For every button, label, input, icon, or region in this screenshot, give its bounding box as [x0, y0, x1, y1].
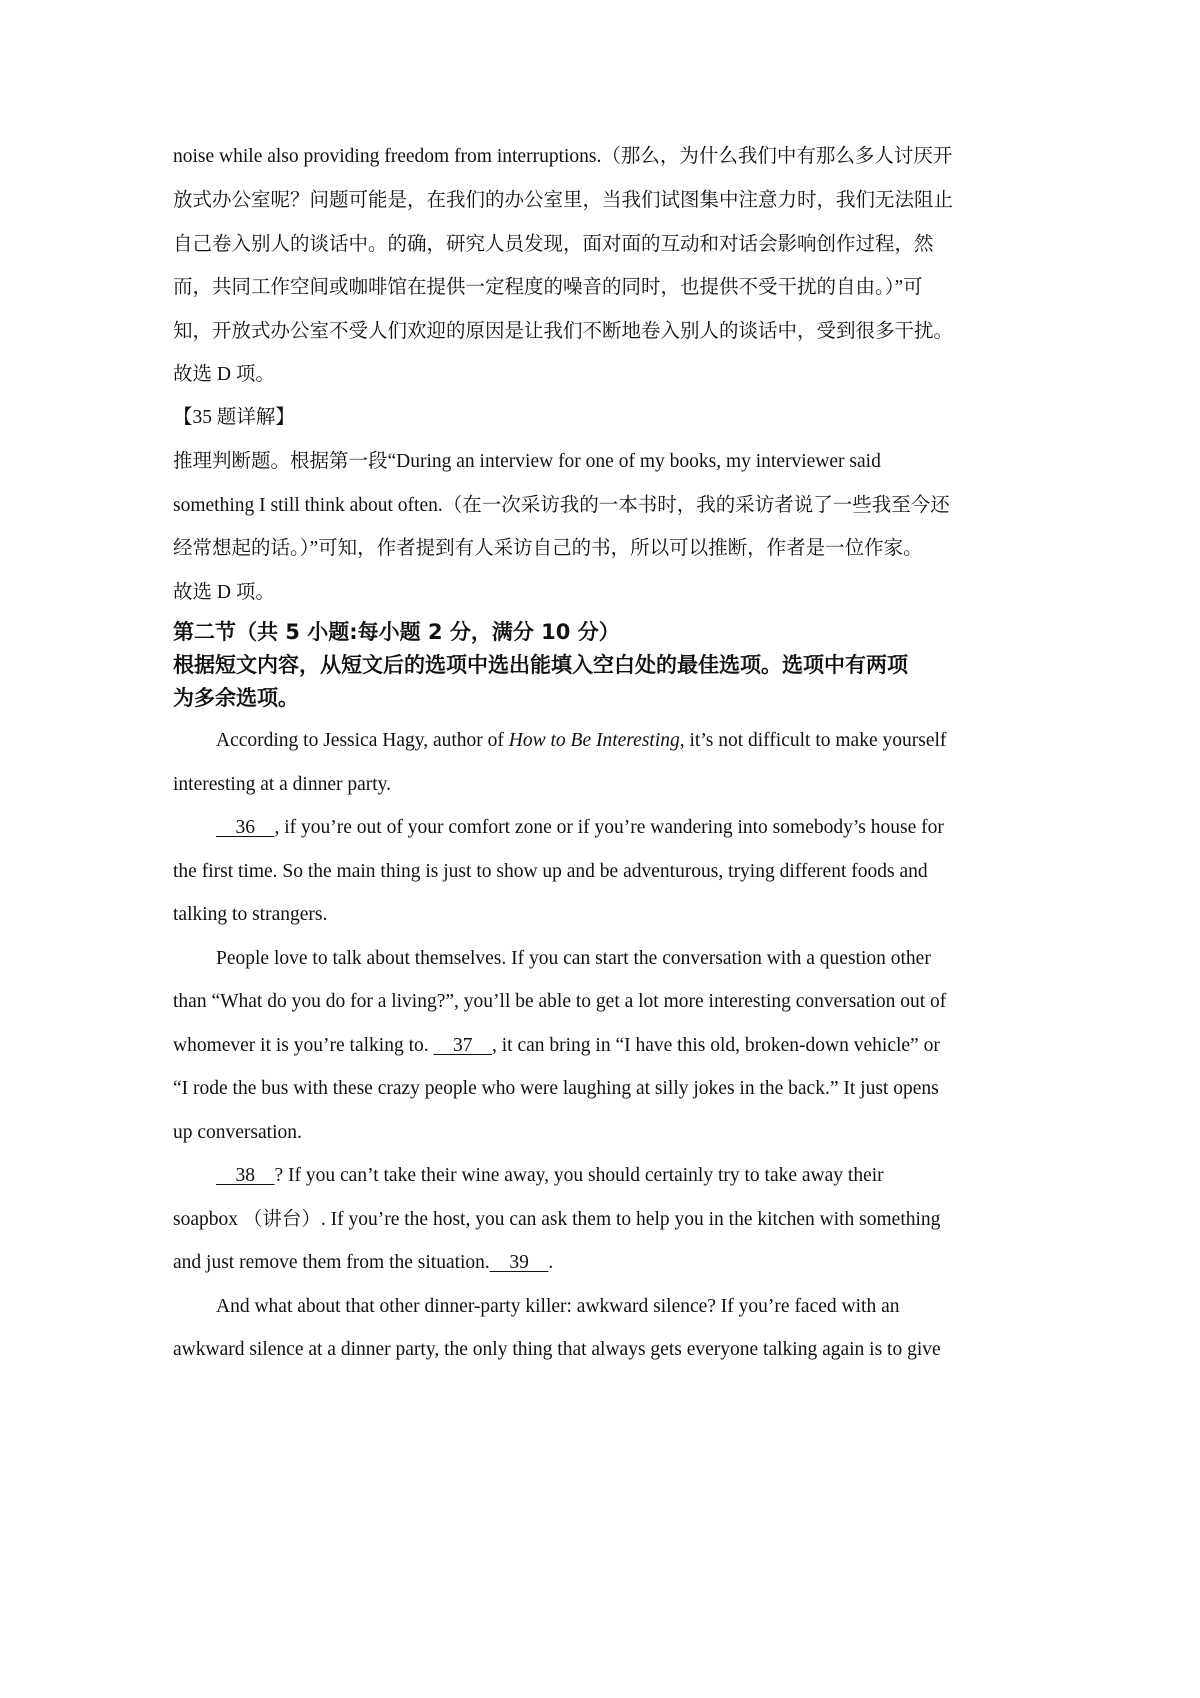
analysis-line: noise while also providing freedom from interruptions.（那么，为什么我们中有那么多人讨厌开	[173, 146, 953, 167]
passage-line: “I rode the bus with these crazy people who were laughing at silly jokes in the back.” It just opens	[173, 1078, 939, 1099]
book-title: How to Be Interesting	[508, 730, 680, 751]
analysis-line: 自己卷入别人的谈话中。的确，研究人员发现，面对面的互动和对话会影响创作过程，然	[173, 234, 934, 255]
section-instructions: 为多余选项。	[173, 686, 299, 710]
passage-text: whomever it is you’re talking to.	[173, 1035, 434, 1056]
blank-36: 36	[216, 817, 275, 838]
analysis-answer: 故选 D 项。	[173, 364, 275, 385]
blank-39: 39	[489, 1252, 549, 1273]
section-title: 第二节（共 5 小题:每小题 2 分，满分 10 分）	[173, 620, 620, 644]
passage-line: soapbox （讲台）. If you’re the host, you can ask them to help you in the kitchen with something	[173, 1209, 941, 1230]
q35-line: 推理判断题。根据第一段“During an interview for one of my books, my interviewer said	[173, 451, 881, 472]
analysis-line: 知，开放式办公室不受人们欢迎的原因是让我们不断地卷入别人的谈话中，受到很多干扰。	[173, 321, 954, 342]
passage-text: , it’s not difficult to make yourself	[679, 730, 947, 751]
passage-line	[173, 1033, 940, 1059]
passage-line: the first time. So the main thing is just to show up and be adventurous, trying different foods and	[173, 861, 928, 882]
passage-text: , if you’re out of your comfort zone or if you’re wandering into somebody’s house for	[274, 817, 944, 838]
passage-line: up conversation.	[173, 1122, 302, 1143]
passage-text: , it can bring in “I have this old, broken-down vehicle” or	[492, 1035, 940, 1056]
analysis-line: 而，共同工作空间或咖啡馆在提供一定程度的噪音的同时，也提供不受干扰的自由。）”可	[173, 277, 923, 298]
analysis-line: 放式办公室呢？问题可能是，在我们的办公室里，当我们试图集中注意力时，我们无法阻止	[173, 190, 954, 211]
passage-text: .	[548, 1252, 554, 1273]
passage-line: People love to talk about themselves. If you can start the conversation with a question other	[216, 948, 931, 969]
passage-line: talking to strangers.	[173, 904, 328, 925]
blank-38: 38	[216, 1165, 275, 1186]
passage-line	[216, 728, 946, 754]
section-instructions: 根据短文内容，从短文后的选项中选出能填入空白处的最佳选项。选项中有两项	[173, 653, 908, 677]
q35-line: something I still think about often.（在一次采访我的一本书时，我的采访者说了一些我至今还	[173, 495, 950, 516]
passage-line: than “What do you do for a living?”, you’ll be able to get a lot more interesting conversation out of	[173, 991, 947, 1012]
q35-line: 经常想起的话。）”可知，作者提到有人采访自己的书，所以可以推断，作者是一位作家。	[173, 538, 923, 559]
passage-text: and just remove them from the situation.	[173, 1252, 490, 1273]
passage-line	[216, 815, 944, 841]
passage-text: ? If you can’t take their wine away, you should certainly try to take away their	[274, 1165, 884, 1186]
passage-line	[173, 1250, 553, 1276]
blank-37: 37	[433, 1035, 492, 1056]
passage-line: interesting at a dinner party.	[173, 774, 392, 795]
q35-heading: 【35 题详解】	[173, 407, 295, 428]
passage-text: According to Jessica Hagy, author of	[216, 730, 509, 751]
passage-line	[216, 1163, 884, 1189]
passage-line: awkward silence at a dinner party, the only thing that always gets everyone talking again is to give	[173, 1339, 941, 1360]
passage-line: And what about that other dinner-party killer: awkward silence? If you’re faced with an	[216, 1296, 900, 1317]
q35-answer: 故选 D 项。	[173, 582, 275, 603]
